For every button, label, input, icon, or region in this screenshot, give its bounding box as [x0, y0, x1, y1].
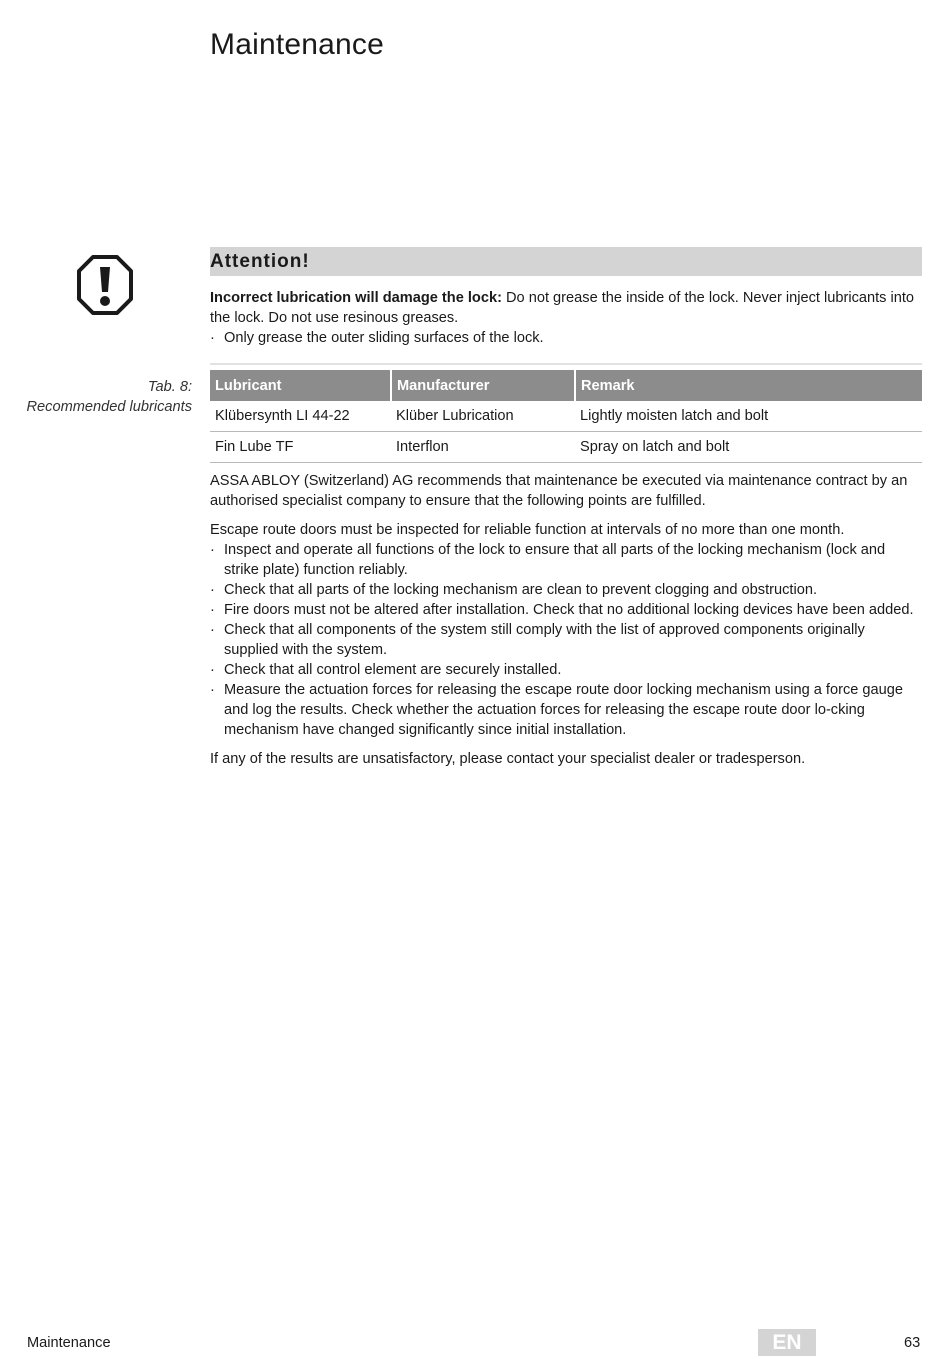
attention-body — [210, 288, 922, 348]
page-number: 63 — [904, 1335, 921, 1351]
closing-paragraph: If any of the results are unsatisfactory, please contact your specialist dealer or tradesperson. — [210, 751, 806, 767]
table-cell: Klüber Lubrication — [391, 401, 575, 432]
list-item — [210, 660, 922, 680]
bullet-dot-icon: · — [210, 542, 215, 558]
bullet-dot-icon: · — [210, 682, 215, 698]
table-cell: Fin Lube TF — [210, 432, 391, 463]
lubricants-table — [210, 370, 922, 463]
bullet-dot-icon: · — [210, 330, 215, 346]
table-caption-title: Recommended lubricants — [26, 399, 192, 415]
table-cell: Klübersynth LI 44-22 — [210, 401, 391, 432]
list-item-text: Check that all control element are securely installed. — [224, 662, 562, 678]
attention-banner — [210, 247, 922, 276]
table-header-lubricant: Lubricant — [210, 370, 391, 401]
attention-title: Attention! — [210, 251, 310, 272]
page-title: Maintenance — [210, 28, 384, 61]
bullet-dot-icon: · — [210, 622, 215, 638]
table-header-manufacturer: Manufacturer — [391, 370, 575, 401]
attention-bullet — [210, 328, 922, 348]
list-item-text: Check that all components of the system still comply with the list of approved components originally supplied with the system. — [224, 622, 865, 658]
list-item-text: Fire doors must not be altered after installation. Check that no additional locking devices have been added. — [224, 602, 914, 618]
list-item — [210, 680, 922, 740]
footer-section-label: Maintenance — [27, 1335, 111, 1351]
inspection-lead: Escape route doors must be inspected for reliable function at intervals of no more than one month. — [210, 522, 845, 538]
table-row — [210, 432, 922, 463]
list-item — [210, 600, 922, 620]
list-item — [210, 620, 922, 660]
intro-paragraph: ASSA ABLOY (Switzerland) AG recommends that maintenance be executed via maintenance contract by an authorised specialist company to ensure that the following points are fulfilled. — [210, 473, 908, 509]
attention-lead — [210, 288, 922, 328]
list-item-text: Inspect and operate all functions of the lock to ensure that all parts of the locking mechanism (lock and strike plate) function reliably. — [224, 542, 886, 578]
bullet-dot-icon: · — [210, 602, 215, 618]
table-row — [210, 401, 922, 432]
list-item-text: Measure the actuation forces for releasing the escape route door locking mechanism using a force gauge and log the results. Check whether the actuation forces for releasing the escape route door lo-cking mechanism have changed significantly since initial installation. — [224, 682, 904, 738]
attention-lead-text: Do not grease the inside of the lock. Never inject lubricants into the lock. Do not use resinous greases. — [210, 290, 915, 326]
table-cell: Interflon — [391, 432, 575, 463]
language-badge: EN — [758, 1329, 816, 1356]
inspection-section — [210, 520, 922, 740]
table-caption — [2, 377, 192, 417]
list-item — [210, 540, 922, 580]
table-header-remark: Remark — [575, 370, 922, 401]
table-header-row — [210, 370, 922, 401]
table-caption-number: Tab. 8: — [147, 379, 192, 395]
list-item-text: Check that all parts of the locking mechanism are clean to prevent clogging and obstruction. — [224, 582, 817, 598]
table-cell: Lightly moisten latch and bolt — [575, 401, 922, 432]
main-text — [210, 471, 922, 778]
bullet-dot-icon: · — [210, 662, 215, 678]
attention-divider — [210, 363, 922, 365]
attention-lead-bold: Incorrect lubrication will damage the lock: — [210, 290, 502, 306]
list-item — [210, 580, 922, 600]
warning-octagon-icon — [76, 254, 134, 316]
bullet-dot-icon: · — [210, 582, 215, 598]
table-cell: Spray on latch and bolt — [575, 432, 922, 463]
attention-bullet-text: Only grease the outer sliding surfaces of the lock. — [224, 330, 544, 346]
